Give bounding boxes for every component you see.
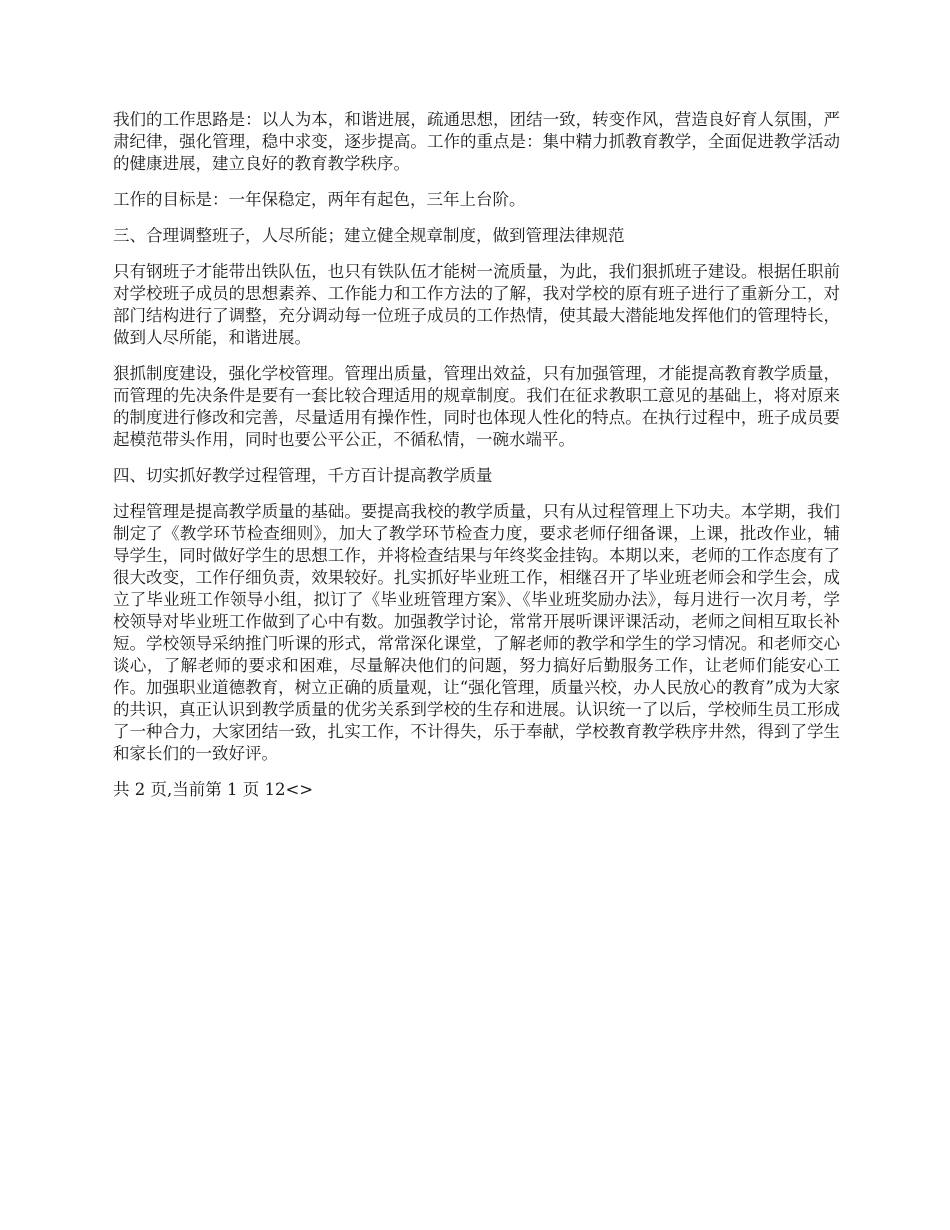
paragraph-work-goal: 工作的目标是：一年保稳定，两年有起色，三年上台阶。 <box>113 190 526 209</box>
section-heading-3: 三、合理调整班子，人尽所能；建立健全规章制度，做到管理法律规范 <box>113 226 625 245</box>
document-body <box>113 109 840 801</box>
paragraph-process-management: 过程管理是提高教学质量的基础。要提高我校的教学质量，只有从过程管理上下功夫。本学期，我们制定了《教学环节检查细则》，加大了教学环节检查力度，要求老师仔细备课，上课，批改作业，辅导学生，同时做好学生的思想工作，并将检查结果与年终奖金挂钩。本期以来，老师的工作态度有了很大改变，工作仔细负责，效果较好。扎实抓好毕业班工作，相继召开了毕业班老师会和学生会，成立了毕业班工作领导小组，拟订了《毕业班管理方案》、《毕业班奖励办法》，每月进行一次月考，学校领导对毕业班工作做到了心中有数。加强教学讨论，常常开展听课评课活动，老师之间相互取长补短。学校领导采纳推门听课的形式，常常深化课堂，了解老师的教学和学生的学习情况。和老师交心谈心，了解老师的要求和困难，尽量解决他们的问题，努力搞好后勤服务工作，让老师们能安心工作。加强职业道德教育，树立正确的质量观，让“强化管理，质量兴校，办人民放心的教育”成为大家的共识，真正认识到教学质量的优劣关系到学校的生存和进展。认识统一了以后，学校师生员工形成了一种合力，大家团结一致，扎实工作，不计得失，乐于奉献，学校教育教学秩序井然，得到了学生和家长们的一致好评。 <box>113 502 840 763</box>
section-heading-4: 四、切实抓好教学过程管理，千方百计提高教学质量 <box>113 466 493 485</box>
paragraph-team-building: 只有钢班子才能带出铁队伍，也只有铁队伍才能树一流质量，为此，我们狠抓班子建设。根据任职前对学校班子成员的思想素养、工作能力和工作方法的了解，我对学校的原有班子进行了重新分工，对部门结构进行了调整，充分调动每一位班子成员的工作热情，使其最大潜能地发挥他们的管理特长，做到人尽所能，和谐进展。 <box>113 262 840 347</box>
pagination-text: 共 2 页,当前第 1 页 12<> <box>113 780 314 799</box>
paragraph-work-approach: 我们的工作思路是：以人为本，和谐进展，疏通思想，团结一致，转变作风，营造良好育人氛围，严肃纪律，强化管理，稳中求变，逐步提高。工作的重点是：集中精力抓教育教学，全面促进教学活动的健康进展，建立良好的教育教学秩序。 <box>113 110 840 173</box>
paragraph-rules-system: 狠抓制度建设，强化学校管理。管理出质量，管理出效益，只有加强管理，才能提高教育教学质量，而管理的先决条件是要有一套比较合理适用的规章制度。我们在征求教职工意见的基础上，将对原来的制度进行修改和完善，尽量适用有操作性，同时也体现人性化的特点。在执行过程中，班子成员要起模范带头作用，同时也要公平公正，不循私情，一碗水端平。 <box>113 364 840 449</box>
